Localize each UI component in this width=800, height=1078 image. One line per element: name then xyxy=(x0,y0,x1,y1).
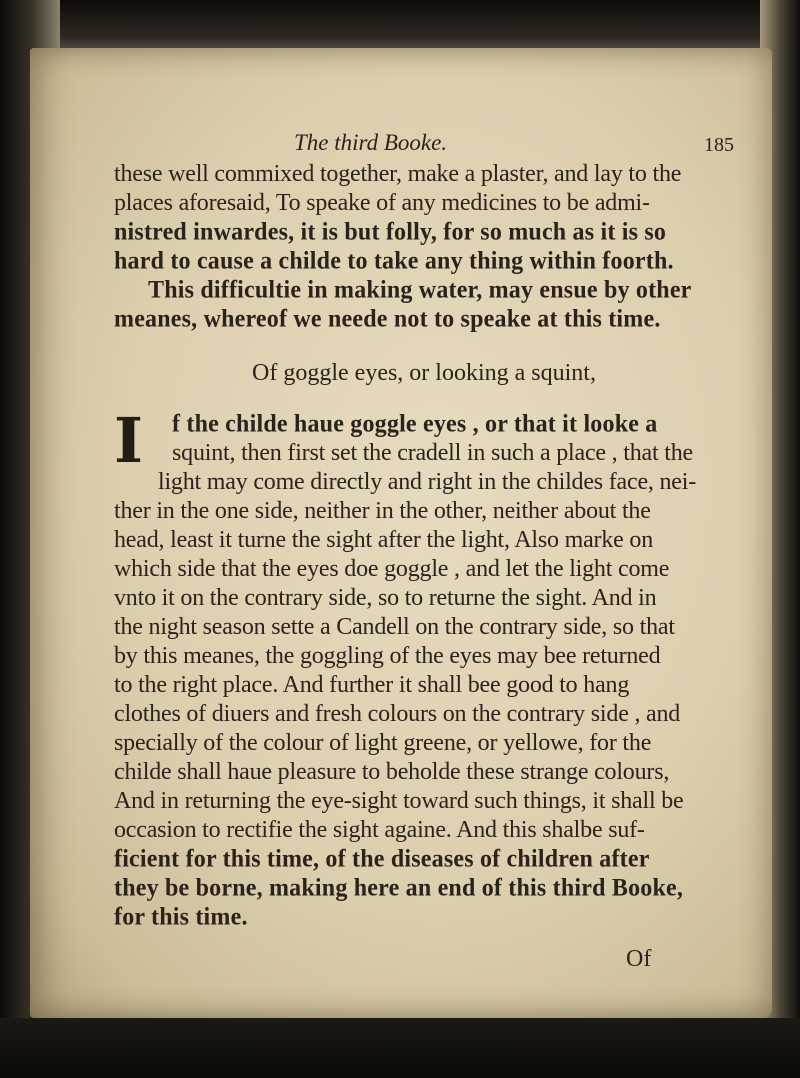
running-head-title: The third Booke. xyxy=(294,130,448,155)
running-head xyxy=(114,130,734,160)
text-line: by this meanes, the goggling of the eyes may bee returned xyxy=(114,643,661,669)
text-line: these well commixed together, make a plaster, and lay to the xyxy=(114,161,682,187)
text-line: childe shall haue pleasure to beholde these strange colours, xyxy=(114,759,670,785)
text-line: squint, then first set the cradell in such a place , that the xyxy=(172,440,693,466)
section-heading: Of goggle eyes, or looking a squint, xyxy=(252,360,596,386)
text-line: head, least it turne the sight after the light, Also marke on xyxy=(114,527,653,553)
text-line: they be borne, making here an end of this third Booke, xyxy=(114,874,684,902)
text-line: clothes of diuers and fresh colours on the contrary side , and xyxy=(114,701,681,727)
text-line: the night season sette a Candell on the contrary side, so that xyxy=(114,614,675,640)
text-line: And in returning the eye-sight toward such things, it shall be xyxy=(114,788,684,814)
text-line: which side that the eyes doe goggle , and let the light come xyxy=(114,556,670,582)
drop-capital: I xyxy=(114,404,144,477)
page-bottom-edge-shadow xyxy=(0,1018,800,1078)
text-line: specially of the colour of light greene, or yellowe, for the xyxy=(114,730,652,756)
text-line: ther in the one side, neither in the other, neither about the xyxy=(114,498,651,524)
page-number: 185 xyxy=(704,134,734,156)
text-line: ficient for this time, of the diseases of children after xyxy=(114,845,650,873)
dropcap-block xyxy=(114,404,734,477)
text-line: meanes, whereof we neede not to speake at this time. xyxy=(114,305,661,333)
opening-paragraph xyxy=(114,160,734,334)
text-line: occasion to rectifie the sight againe. And this shalbe suf- xyxy=(114,817,645,843)
text-block xyxy=(114,130,734,932)
paper-page xyxy=(30,48,772,1018)
text-line: to the right place. And further it shall bee good to hang xyxy=(114,672,630,698)
text-line: nistred inwardes, it is but folly, for so much as it is so xyxy=(114,218,667,246)
text-line: hard to cause a childe to take any thing within foorth. xyxy=(114,247,674,275)
text-line: This difficultie in making water, may ensue by other xyxy=(148,276,692,304)
text-line: f the childe haue goggle eyes , or that it looke a xyxy=(172,410,658,438)
text-line: light may come directly and right in the childes face, nei- xyxy=(158,469,697,495)
text-line: vnto it on the contrary side, so to returne the sight. And in xyxy=(114,585,657,611)
body-paragraph xyxy=(114,404,734,932)
text-line: for this time. xyxy=(114,903,248,931)
text-line: places aforesaid, To speake of any medicines to be admi- xyxy=(114,190,650,216)
catchword: Of xyxy=(626,946,652,972)
